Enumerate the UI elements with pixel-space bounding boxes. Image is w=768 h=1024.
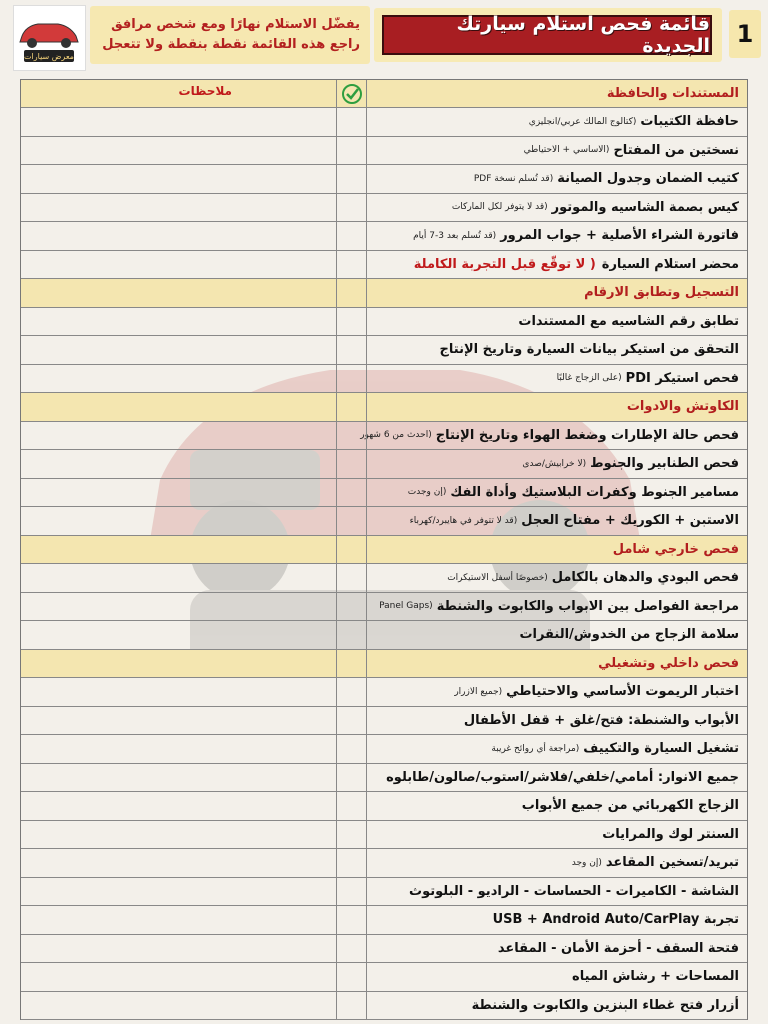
check-cell[interactable] [337, 906, 367, 934]
item-label [367, 165, 747, 193]
check-cell[interactable] [337, 479, 367, 507]
item-text: حافظة الكتيبات [640, 114, 739, 130]
check-cell[interactable] [337, 365, 367, 393]
item-text: كتيب الضمان وجدول الصيانة [557, 171, 739, 187]
item-text: نسختين من المفتاح [613, 142, 739, 158]
checklist-row [21, 450, 747, 479]
check-cell[interactable] [337, 878, 367, 906]
item-text: فتحة السقف - أحزمة الأمان - المقاعد [497, 940, 739, 956]
item-label [367, 792, 747, 820]
item-label [367, 849, 747, 877]
item-note: (احدث من 6 شهور [360, 430, 432, 441]
notes-cell[interactable] [21, 507, 337, 535]
notes-cell[interactable] [21, 593, 337, 621]
notes-cell[interactable] [21, 308, 337, 336]
checklist-row [21, 678, 747, 707]
checklist-row [21, 735, 747, 764]
notes-cell[interactable] [21, 935, 337, 963]
item-label [367, 251, 747, 279]
check-cell[interactable] [337, 992, 367, 1020]
item-note: (كتالوج المالك عربي/انجليزي [528, 116, 637, 127]
item-label [367, 564, 747, 592]
advice-line-1: يفضّل الاستلام نهارًا ومع شخص مرافق [111, 17, 360, 32]
item-text: تبريد/تسخين المقاعد [605, 855, 739, 871]
item-text: فحص حالة الإطارات وضغط الهواء وتاريخ الإنتاج [435, 427, 739, 443]
notes-cell [21, 279, 337, 307]
checklist-row [21, 963, 747, 992]
checklist-row [21, 935, 747, 964]
checklist-row [21, 878, 747, 907]
section-title [367, 650, 747, 678]
item-text: فحص خارجي شامل [612, 541, 739, 557]
item-label [367, 963, 747, 991]
check-column-header [337, 80, 367, 107]
check-cell[interactable] [337, 251, 367, 279]
notes-cell[interactable] [21, 992, 337, 1020]
item-label [367, 593, 747, 621]
check-cell[interactable] [337, 821, 367, 849]
notes-cell[interactable] [21, 764, 337, 792]
item-text: فاتورة الشراء الأصلية + جواب المرور [500, 228, 739, 244]
checklist-row [21, 906, 747, 935]
item-note: (Panel Gaps [379, 601, 433, 612]
item-text: مسامير الجنوط وكفرات البلاستيك وأداة الفك [450, 484, 739, 500]
check-cell[interactable] [337, 621, 367, 649]
section-title: المستندات والحافظة [606, 86, 739, 101]
notes-cell[interactable] [21, 222, 337, 250]
checklist-row [21, 792, 747, 821]
item-label [367, 621, 747, 649]
notes-cell[interactable] [21, 450, 337, 478]
advice-line-2: راجع هذه القائمة نقطة بنقطة ولا تتعجل [102, 37, 360, 52]
checklist-row [21, 764, 747, 793]
item-text: التسجيل وتطابق الارقام [584, 285, 739, 301]
item-label [367, 764, 747, 792]
section-row [21, 279, 747, 308]
checklist-row [21, 251, 747, 280]
check-cell[interactable] [337, 308, 367, 336]
notes-cell[interactable] [21, 963, 337, 991]
item-label [360, 422, 747, 450]
page-title: قائمة فحص استلام سيارتك الجديدة [382, 15, 712, 55]
item-note: (قد لا يتوفر لكل الماركات [451, 202, 548, 213]
item-text: اختبار الريموت الأساسي والاحتياطي [506, 684, 739, 700]
checklist-row [21, 222, 747, 251]
section-row [21, 650, 747, 679]
item-note: (مراجعة أي روائح غريبة [491, 743, 580, 754]
item-text: فحص داخلي وتشغيلي [598, 655, 739, 671]
checklist-row [21, 336, 747, 365]
notes-column-header [21, 80, 337, 107]
item-text: الكاوتش والادوات [626, 399, 739, 415]
item-label [367, 108, 747, 136]
check-cell[interactable] [337, 422, 367, 450]
check-cell[interactable] [337, 792, 367, 820]
item-text: تجربة USB + Android Auto/CarPlay [492, 912, 739, 928]
item-text: المساحات + رشاش المياه [572, 969, 739, 985]
item-text: الشاشة - الكاميرات - الحساسات - الراديو - البلوتوث [409, 883, 739, 899]
item-text: فحص الطنابير والجنوط [590, 456, 739, 472]
item-text: أزرار فتح غطاء البنزين والكابوت والشنطة [471, 997, 739, 1013]
check-cell[interactable] [337, 963, 367, 991]
checklist-row [21, 422, 747, 451]
check-cell[interactable] [337, 194, 367, 222]
item-note: (خصوصًا أسفل الاستيكرات [447, 572, 548, 583]
notes-cell[interactable] [21, 251, 337, 279]
section-title [367, 279, 747, 307]
check-cell[interactable] [337, 678, 367, 706]
item-text: فحص البودي والدهان بالكامل [551, 570, 739, 586]
advice-box [90, 6, 370, 64]
item-label [367, 935, 747, 963]
item-note: (على الزجاج غالبًا [556, 373, 622, 384]
check-cell[interactable] [337, 564, 367, 592]
checklist-row [21, 707, 747, 736]
notes-cell [21, 650, 337, 678]
notes-cell[interactable] [21, 422, 337, 450]
notes-cell[interactable] [21, 621, 337, 649]
check-cell[interactable] [337, 849, 367, 877]
notes-cell[interactable] [21, 165, 337, 193]
check-circle-icon [341, 83, 363, 105]
checklist-row [21, 137, 747, 166]
notes-cell[interactable] [21, 906, 337, 934]
item-label [367, 194, 747, 222]
checklist-row [21, 194, 747, 223]
checklist-row [21, 479, 747, 508]
check-cell [337, 393, 367, 421]
item-text: محضر استلام السيارة [601, 256, 739, 272]
item-text: سلامة الزجاج من الخدوش/النقرات [519, 627, 739, 643]
notes-cell[interactable] [21, 336, 337, 364]
item-label [367, 707, 747, 735]
item-label [367, 450, 747, 478]
check-cell[interactable] [337, 222, 367, 250]
item-text: تشغيل السيارة والتكييف [583, 741, 739, 757]
item-label [367, 222, 747, 250]
item-note: (الاساسي + الاحتياطي [523, 145, 610, 156]
item-label [367, 906, 747, 934]
item-text: الزجاج الكهربائي من جميع الأبواب [521, 798, 739, 814]
checklist-row [21, 108, 747, 137]
item-note: (إن وجد [571, 857, 602, 868]
item-text: تطابق رقم الشاسيه مع المستندات [518, 313, 739, 329]
check-cell[interactable] [337, 735, 367, 763]
checklist-row [21, 621, 747, 650]
section-title [367, 393, 747, 421]
item-note: (إن وجدت [407, 487, 447, 498]
brand-logo [13, 5, 86, 71]
notes-cell [21, 393, 337, 421]
check-cell[interactable] [337, 707, 367, 735]
check-cell [337, 650, 367, 678]
check-cell[interactable] [337, 593, 367, 621]
checklist-row [21, 365, 747, 394]
item-label [367, 479, 747, 507]
notes-cell[interactable] [21, 365, 337, 393]
notes-cell[interactable] [21, 564, 337, 592]
item-label [367, 821, 747, 849]
checklist-row [21, 507, 747, 536]
item-label [367, 507, 747, 535]
checklist-row [21, 849, 747, 878]
item-text: الاستبن + الكوريك + مفتاح العجل [521, 513, 739, 529]
item-label [367, 992, 747, 1020]
notes-cell[interactable] [21, 878, 337, 906]
item-text: السنتر لوك والمرايات [602, 826, 739, 842]
check-cell[interactable] [337, 935, 367, 963]
item-text: التحقق من استيكر بيانات السيارة وتاريخ الإنتاج [439, 342, 739, 358]
item-label [367, 336, 747, 364]
item-label [367, 365, 747, 393]
item-warning: ( لا توقّع قبل التجربة الكاملة [413, 256, 596, 272]
notes-cell[interactable] [21, 735, 337, 763]
item-text: فحص استيكر PDI [625, 370, 739, 386]
notes-cell [21, 536, 337, 564]
item-note: (قد تُسلم بعد 3-7 أيام [413, 230, 497, 241]
section-title [367, 536, 747, 564]
check-cell [337, 279, 367, 307]
check-cell[interactable] [337, 108, 367, 136]
notes-cell[interactable] [21, 678, 337, 706]
item-note: (جميع الازرار [454, 686, 503, 697]
item-note: (قد تُسلم نسخة PDF [473, 173, 554, 184]
item-text: كيس بصمة الشاسيه والموتور [551, 199, 739, 215]
notes-cell[interactable] [21, 792, 337, 820]
notes-cell[interactable] [21, 137, 337, 165]
notes-cell[interactable] [21, 194, 337, 222]
check-cell[interactable] [337, 507, 367, 535]
car-logo-icon [14, 6, 85, 70]
item-note: (قد لا تتوفر في هايبرد/كهرباء [409, 515, 518, 526]
checklist-row [21, 992, 747, 1021]
checklist-row [21, 593, 747, 622]
check-cell[interactable] [337, 764, 367, 792]
logo-text: معرض سيارات [24, 52, 74, 61]
page-header [0, 0, 768, 78]
notes-cell[interactable] [21, 108, 337, 136]
notes-cell[interactable] [21, 849, 337, 877]
item-label [367, 878, 747, 906]
item-label [367, 678, 747, 706]
item-text: الأبواب والشنطة: فتح/غلق + قفل الأطفال [463, 712, 739, 728]
notes-header-label: ملاحظات [178, 84, 232, 98]
item-note: (لا خرابيش/صدى [522, 458, 587, 469]
notes-cell[interactable] [21, 821, 337, 849]
check-cell[interactable] [337, 336, 367, 364]
check-cell[interactable] [337, 165, 367, 193]
section-row [21, 536, 747, 565]
section-row [21, 393, 747, 422]
checklist-row [21, 564, 747, 593]
item-text: مراجعة الفواصل بين الابواب والكابوت والشنطة [436, 598, 739, 614]
checklist-row [21, 821, 747, 850]
table-header-row [21, 80, 747, 108]
check-cell[interactable] [337, 450, 367, 478]
checklist-row [21, 165, 747, 194]
check-cell[interactable] [337, 137, 367, 165]
check-cell [337, 536, 367, 564]
title-banner [374, 8, 722, 62]
item-label [367, 735, 747, 763]
item-text: جميع الانوار: أمامي/خلفي/فلاشر/استوب/صالون/طابلوه [386, 769, 739, 785]
notes-cell[interactable] [21, 479, 337, 507]
notes-cell[interactable] [21, 707, 337, 735]
item-label [367, 308, 747, 336]
checklist-row [21, 308, 747, 337]
checklist-table [20, 79, 748, 1020]
page-number: 1 [729, 10, 761, 58]
item-label [367, 137, 747, 165]
